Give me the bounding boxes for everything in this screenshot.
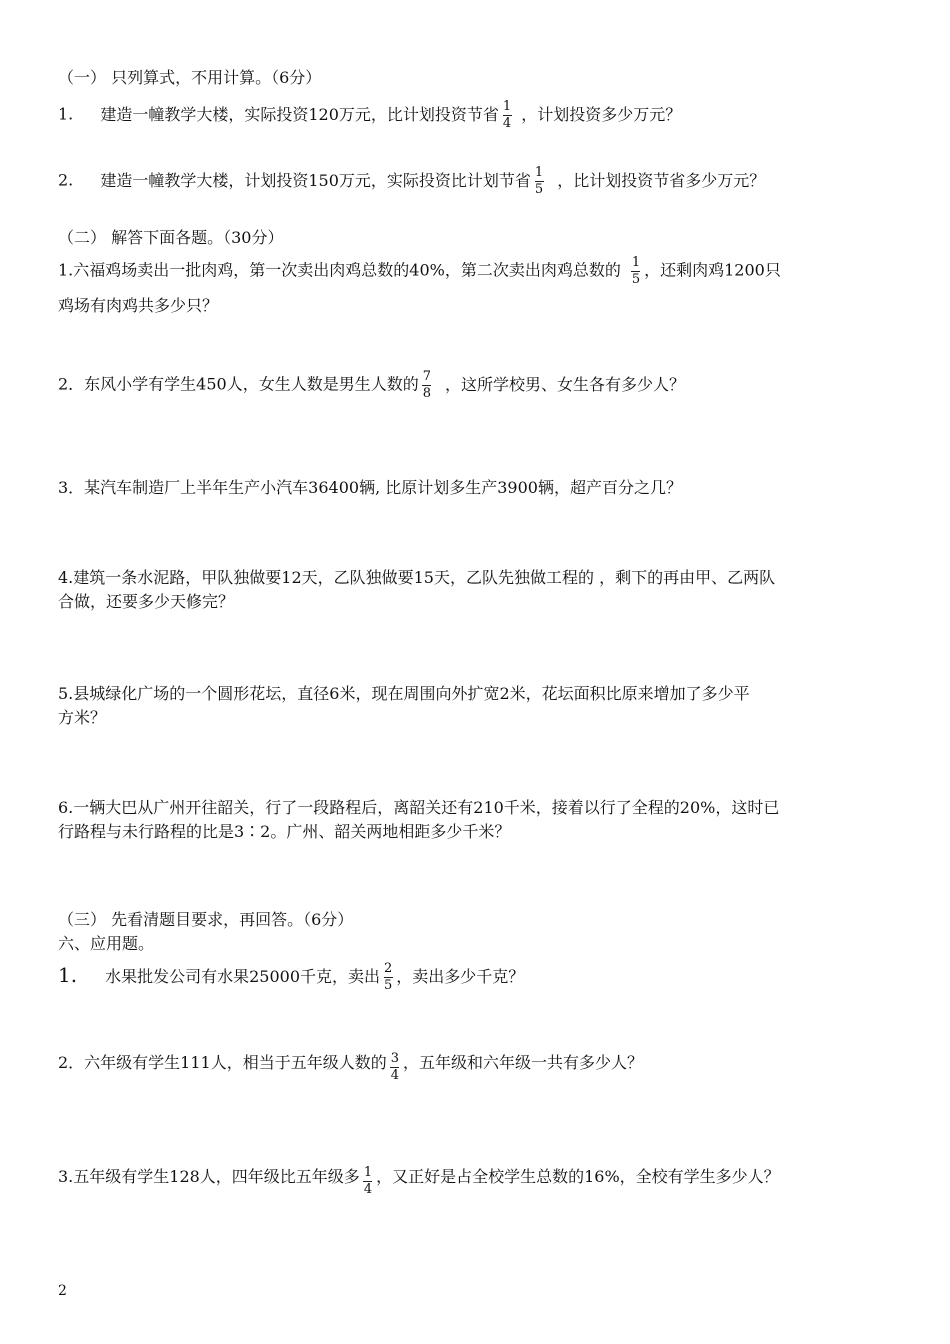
s2-q1-fraction — [631, 256, 641, 286]
fraction-denominator: 8 — [422, 385, 432, 401]
s2-q1-text-post: ，还剩肉鸡1200只 — [644, 260, 781, 280]
fraction-denominator: 5 — [631, 271, 641, 287]
s2-question-6-line2: 行路程与未行路程的比是3∶2。广州、韶关两地相距多少千米？ — [58, 822, 511, 841]
fraction-numerator: 1 — [534, 165, 544, 180]
s3-q1-fraction — [383, 962, 393, 992]
fraction-denominator: 4 — [390, 1067, 400, 1083]
fraction-denominator: 5 — [384, 977, 393, 993]
s1-q2-fraction — [534, 166, 544, 196]
s2-q1-text-pre: 1.六福鸡场卖出一批肉鸡，第一次卖出肉鸡总数的40%，第二次卖出肉鸡总数的 — [58, 260, 621, 280]
s3-question-3 — [58, 1166, 780, 1196]
s2-question-6-line1: 6.一辆大巴从广州开往韶关，行了一段路程后，离韶关还有210千米，接着以行了全程的20%，这时已 — [58, 798, 780, 817]
s2-question-3: 3．某汽车制造厂上半年生产小汽车36400辆, 比原计划多生产3900辆，超产百分之几？ — [58, 478, 682, 497]
s1-q2-number: 2. — [58, 170, 74, 190]
s2-q2-fraction — [422, 370, 432, 400]
s1-question-2 — [58, 166, 765, 196]
s3-question-2 — [58, 1052, 643, 1082]
s3-q2-text-post: ，五年级和六年级一共有多少人？ — [403, 1053, 644, 1072]
s3-q1-text-pre: 水果批发公司有水果25000千克，卖出 — [105, 967, 380, 986]
s1-q1-number: 1. — [58, 104, 74, 124]
s1-q2-text-pre: 建造一幢教学大楼，计划投资150万元，实际投资比计划节省 — [100, 170, 531, 190]
s2-question-4-line1: 4.建筑一条水泥路，甲队独做要12天，乙队独做要15天，乙队先独做工程的 ，剩下的再由甲、乙两队 — [58, 568, 776, 587]
fraction-numerator: 1 — [363, 1165, 373, 1180]
s3-q3-text-post: ，又正好是占全校学生总数的16%，全校有学生多少人？ — [376, 1167, 780, 1186]
s1-q1-text-post: ，计划投资多少万元？ — [521, 104, 682, 124]
page-number: 2 — [58, 1283, 67, 1299]
s2-q2-text-post: ，这所学校男、女生各有多少人？ — [445, 374, 686, 394]
s3-q1-text-post: ，卖出多少千克？ — [396, 967, 525, 986]
s1-q2-text-post: ，比计划投资节省多少万元？ — [557, 170, 766, 190]
fraction-numerator: 2 — [384, 961, 393, 976]
section1-heading: （一） 只列算式，不用计算。（6分） — [58, 68, 322, 87]
s3-q3-fraction — [363, 1166, 373, 1196]
s1-q1-text-pre: 建造一幢教学大楼，实际投资120万元，比计划投资节省 — [100, 104, 499, 124]
s2-question-4-line2: 合做，还要多少天修完？ — [58, 592, 235, 611]
s3-q2-fraction — [390, 1052, 400, 1082]
s2-question-1 — [58, 256, 781, 286]
fraction-denominator: 4 — [363, 1181, 373, 1197]
s3-q3-text-pre: 3.五年级有学生128人，四年级比五年级多 — [58, 1167, 360, 1186]
s1-q1-fraction — [502, 100, 512, 130]
fraction-denominator: 4 — [502, 115, 512, 131]
section2-heading: （二） 解答下面各题。（30分） — [58, 228, 284, 247]
s3-question-1 — [58, 962, 524, 992]
section3-heading: （三） 先看清题目要求，再回答。（6分） — [58, 910, 354, 929]
s1-question-1 — [58, 100, 681, 130]
fraction-numerator: 7 — [422, 369, 432, 384]
s3-q1-number: 1. — [58, 963, 78, 987]
fraction-numerator: 1 — [502, 99, 512, 114]
s2-question-5-line2: 方米？ — [58, 708, 107, 727]
s2-question-5-line1: 5.县城绿化广场的一个圆形花坛，直径6米，现在周围向外扩宽2米，花坛面积比原来增加了多少平 — [58, 684, 750, 703]
s2-q1-line2: 鸡场有肉鸡共多少只？ — [58, 296, 219, 315]
fraction-numerator: 3 — [390, 1051, 400, 1066]
fraction-denominator: 5 — [534, 181, 544, 197]
s2-question-2 — [58, 370, 685, 400]
s2-q2-text-pre: 2．东风小学有学生450人，女生人数是男生人数的 — [58, 374, 419, 394]
fraction-numerator: 1 — [631, 255, 641, 270]
s3-q2-text-pre: 2．六年级有学生111人，相当于五年级人数的 — [58, 1053, 387, 1072]
section3-subheading: 六、应用题。 — [58, 934, 155, 953]
